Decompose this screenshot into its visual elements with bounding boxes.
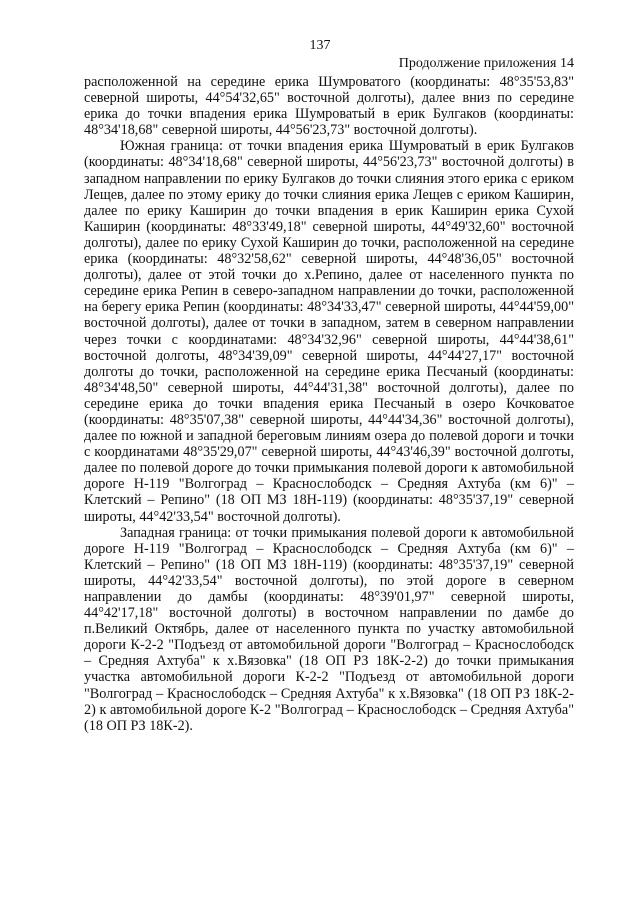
appendix-continuation-note: Продолжение приложения 14	[398, 56, 574, 71]
document-body	[84, 74, 574, 734]
paragraph-south-boundary: Южная граница: от точки впадения ерика Шумроватый в ерик Булгаков (координаты: 48°34'18,68" северной широты, 44°56'23,73" восточной долготы) в западном направлении по ерику Булгаков до точки слияния этого ерика с ериком Лещев, далее по этому ерику до точки слияния ерика Лещев с ериком Каширин, далее по ерику Каширин до точки впадения в ерик Каширин ерика Сухой Каширин (координаты: 48°33'49,18" северной широты, 44°49'32,60" восточной долготы), далее по ерику Сухой Каширин до точки, расположенной на середине ерика (координаты: 48°32'58,62" северной широты, 44°48'36,05" восточной долготы), далее от этой точки до х.Репино, далее от населенного пункта по середине ерика Репин в северо-западном направлении до точки, расположенной на берегу ерика Репин (координаты: 48°34'33,47" северной широты, 44°44'59,00" восточной долготы), далее от точки в западном, затем в северном направлении через точки с координатами: 48°34'32,96" северной широты, 44°44'38,61" восточной долготы, 48°34'39,09" северной широты, 44°44'27,17" восточной долготы до точки, расположенной на середине ерика Песчаный (координаты: 48°34'48,50" северной широты, 44°44'31,38" восточной долготы), далее по середине ерика до точки впадения ерика Песчаный в озеро Кочковатое (координаты: 48°35'07,38" северной широты, 44°44'34,36" восточной долготы), далее по южной и западной береговым линиям озера до полевой дороги и точки с координатами 48°35'29,07" северной широты, 44°43'46,39" восточной долготы, далее по полевой дороге до точки примыкания полевой дороги к автомобильной дороге Н-119 "Волгоград – Краснослободск – Средняя Ахтуба (км 6)" – Клетский – Репино" (18 ОП МЗ 18Н-119) (координаты: 48°35'37,19" северной широты, 44°42'33,54" восточной долготы).	[84, 138, 574, 525]
paragraph-west-boundary: Западная граница: от точки примыкания полевой дороги к автомобильной дороге Н-119 "Волгоград – Краснослободск – Средняя Ахтуба (км 6)" – Клетский – Репино" (18 ОП МЗ 18Н-119) (координаты: 48°35'37,19" северной широты, 44°42'33,54" восточной долготы), по этой дороге в северном направлении до дамбы (координаты: 48°39'01,97" северной широты, 44°42'17,18" восточной долготы) в восточном направлении по дамбе до п.Великий Октябрь, далее от населенного пункта по участку автомобильной дороги К-2-2 "Подъезд от автомобильной дороги "Волгоград – Краснослободск – Средняя Ахтуба" к х.Вязовка" (18 ОП РЗ 18К-2-2) до точки примыкания участка автомобильной дороги К-2-2 "Подъезд от автомобильной дороги "Волгоград – Краснослободск – Средняя Ахтуба" к х.Вязовка" (18 ОП РЗ 18К-2-2) к автомобильной дороге К-2 "Волгоград – Краснослободск – Средняя Ахтуба" (18 ОП РЗ 18К-2).	[84, 524, 574, 734]
page-number: 137	[309, 38, 331, 53]
paragraph-north-boundary-end: расположенной на середине ерика Шумроватого (координаты: 48°35'53,83" северной широты, 44°54'32,65" восточной долготы), далее вниз по середине ерика до точки впадения ерика Шумроватый в ерик Булгаков (координаты: 48°34'18,68" северной широты, 44°56'23,73" восточной долготы).	[84, 74, 574, 139]
